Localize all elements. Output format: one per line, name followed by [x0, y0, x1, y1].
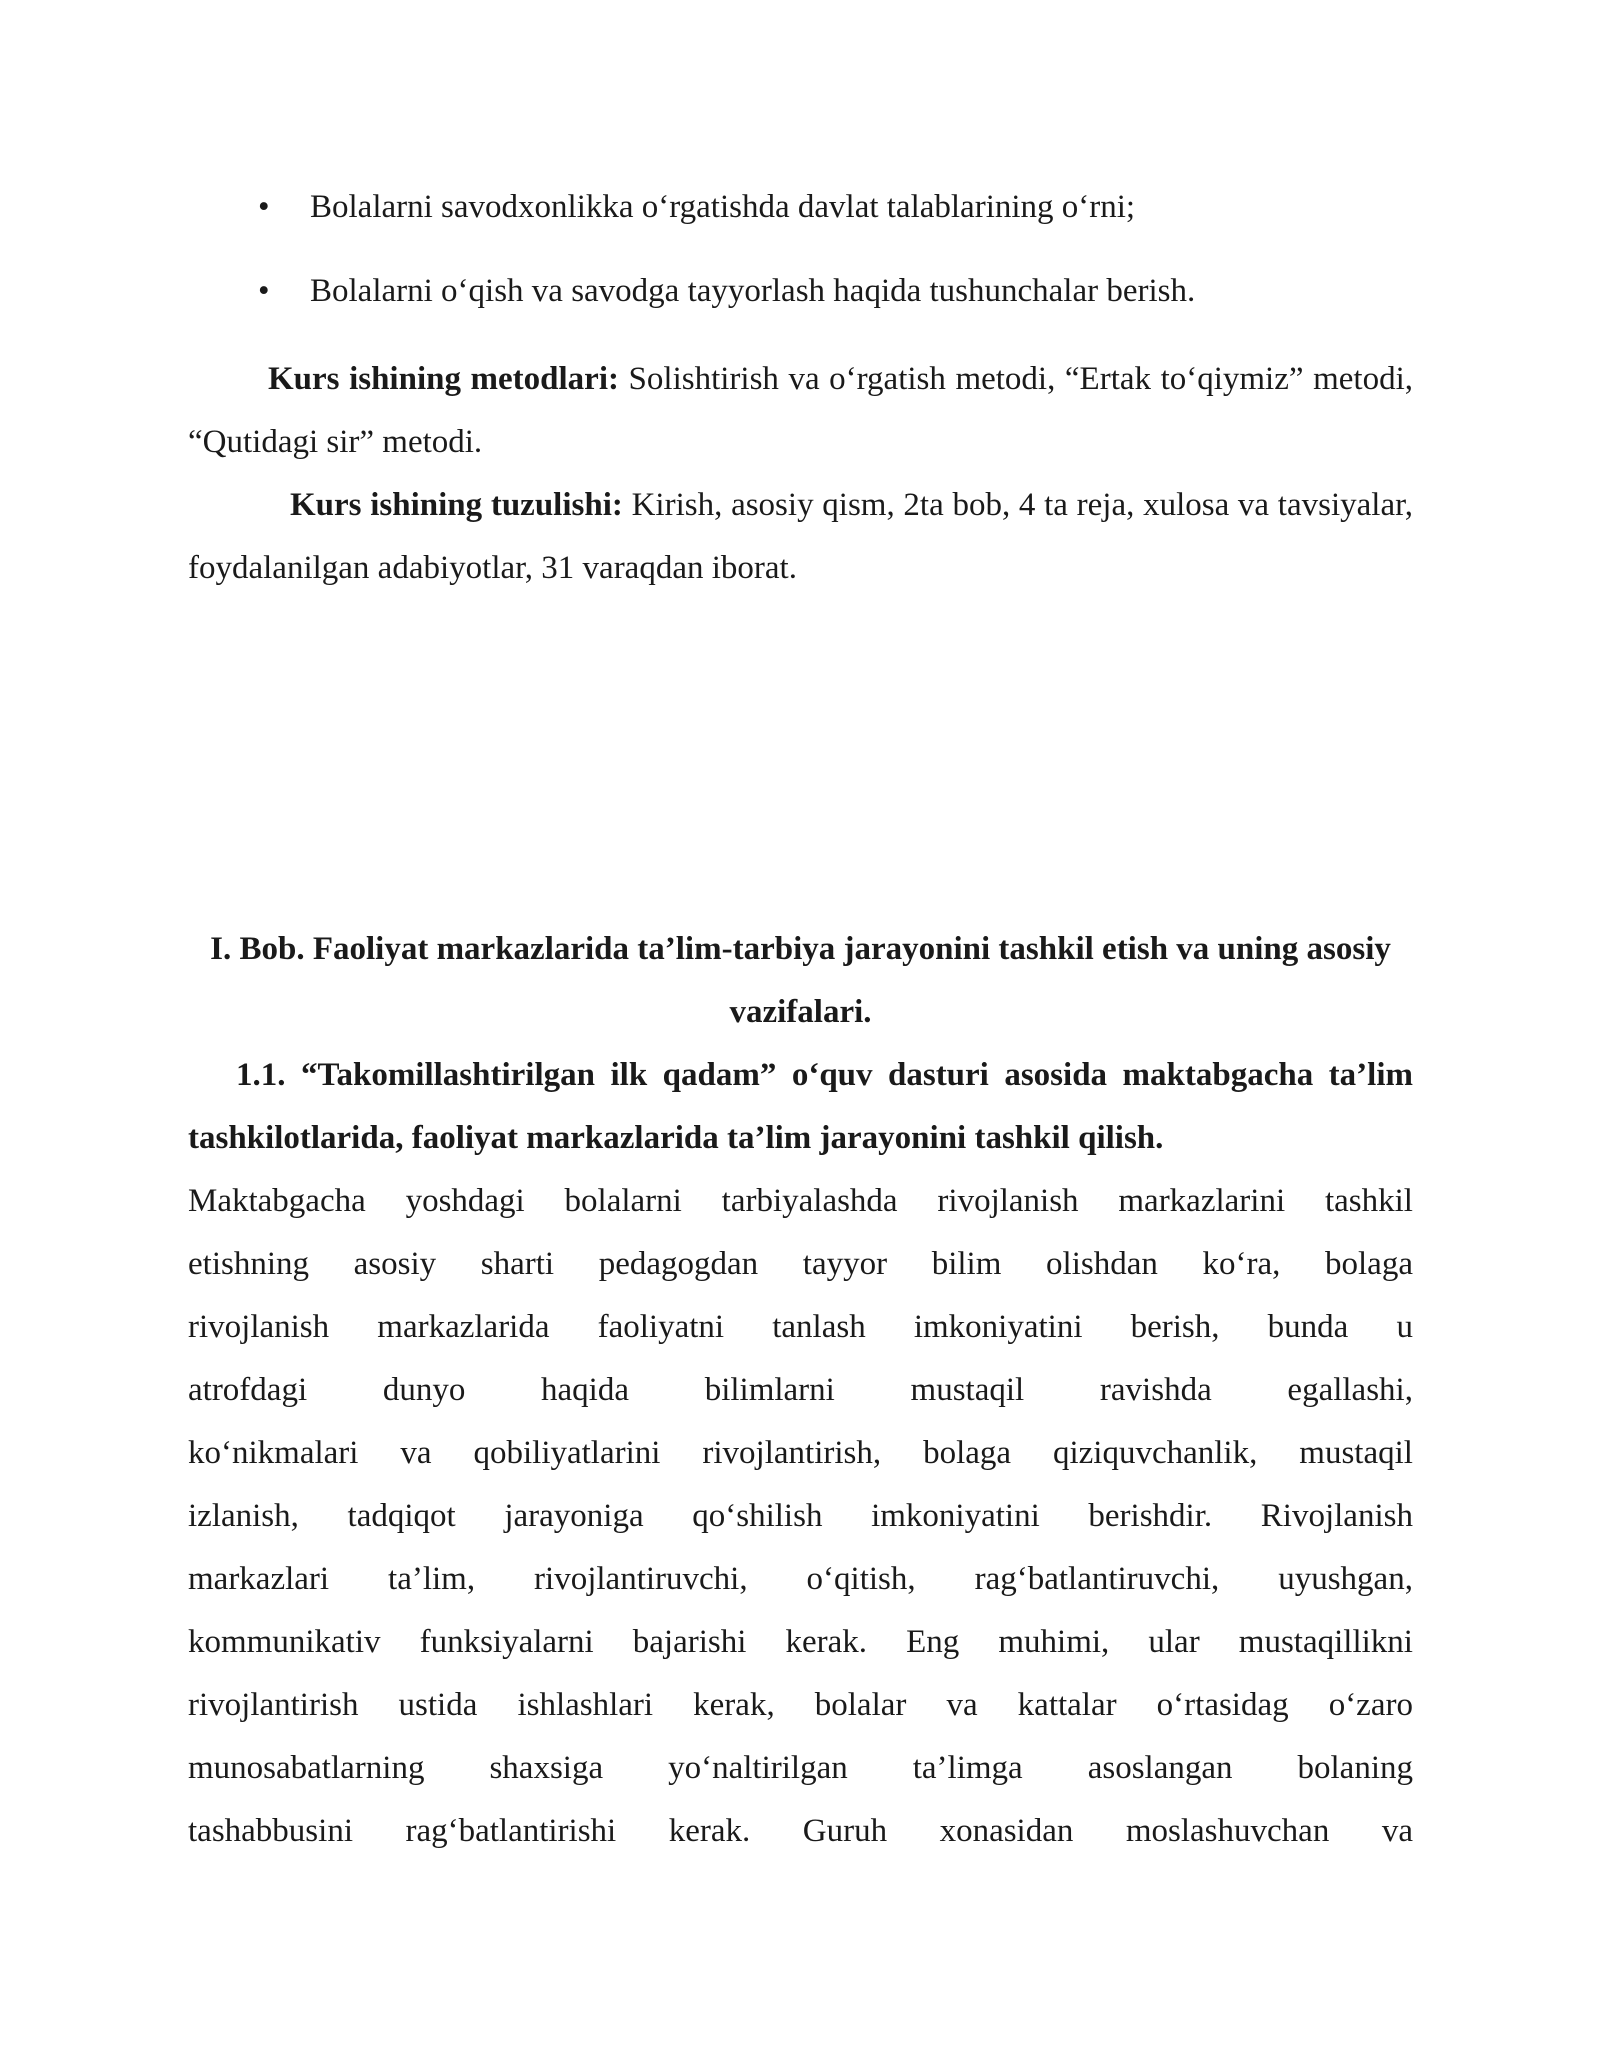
body-line: izlanish, tadqiqot jarayoniga qo‘shilish imkoniyatini berishdir. Rivojlanish	[188, 1498, 1413, 1534]
body-paragraph	[188, 1170, 1413, 1863]
body-line: Maktabgacha yoshdagi bolalarni tarbiyalashda rivojlanish markazlarini tashkil	[188, 1183, 1413, 1219]
methods-label: Kurs ishining metodlari:	[268, 361, 619, 397]
body-line: etishning asosiy sharti pedagogdan tayyor bilim olishdan ko‘ra, bolaga	[188, 1246, 1413, 1282]
list-item	[258, 186, 1418, 228]
body-line: ko‘nikmalari va qobiliyatlarini rivojlantirish, bolaga qiziquvchanlik, mustaqil	[188, 1435, 1413, 1471]
body-line: munosabatlarning shaxsiga yo‘naltirilgan ta’limga asoslangan bolaning	[188, 1750, 1413, 1786]
methods-text: Solishtirish va o‘rgatish metodi, “Ertak to‘qiymiz” metodi, “Qutidagi sir” metodi.	[188, 361, 1413, 460]
body-line: markazlari ta’lim, rivojlantiruvchi, o‘qitish, rag‘batlantiruvchi, uyushgan,	[188, 1561, 1413, 1597]
chapter-title: I. Bob. Faoliyat markazlarida ta’lim-tarbiya jarayonini tashkil etish va uning asosiy vazifalari.	[210, 931, 1391, 1030]
body-line: kommunikativ funksiyalarni bajarishi kerak. Eng muhimi, ular mustaqillikni	[188, 1624, 1413, 1660]
body-line: rivojlanish markazlarida faoliyatni tanlash imkoniyatini berish, bunda u	[188, 1309, 1413, 1345]
section-title: 1.1. “Takomillashtirilgan ilk qadam” o‘quv dasturi asosida maktabgacha ta’lim tashkilotlarida, faoliyat markazlarida ta’lim jarayonini tashkil qilish.	[188, 1057, 1413, 1156]
list-item	[258, 270, 1418, 312]
bullet-icon: •	[258, 273, 270, 309]
bullet-list	[258, 186, 1418, 354]
body-line: rivojlantirish ustida ishlashlari kerak, bolalar va kattalar o‘rtasidag o‘zaro	[188, 1687, 1413, 1723]
body-line: tashabbusini rag‘batlantirishi kerak. Guruh xonasidan moslashuvchan va	[188, 1813, 1413, 1849]
body-line: atrofdagi dunyo haqida bilimlarni mustaqil ravishda egallashi,	[188, 1372, 1413, 1408]
methods-paragraph	[188, 348, 1413, 474]
structure-paragraph	[188, 474, 1413, 600]
bullet-text: Bolalarni o‘qish va savodga tayyorlash haqida tushunchalar berish.	[310, 273, 1196, 309]
bullet-text: Bolalarni savodxonlikka o‘rgatishda davlat talablarining o‘rni;	[310, 189, 1136, 225]
structure-label: Kurs ishining tuzulishi:	[290, 487, 623, 523]
structure-text: Kirish, asosiy qism, 2ta bob, 4 ta reja, xulosa va tavsiyalar, foydalanilgan adabiyotlar, 31 varaqdan iborat.	[188, 487, 1414, 586]
bullet-icon: •	[258, 189, 270, 225]
